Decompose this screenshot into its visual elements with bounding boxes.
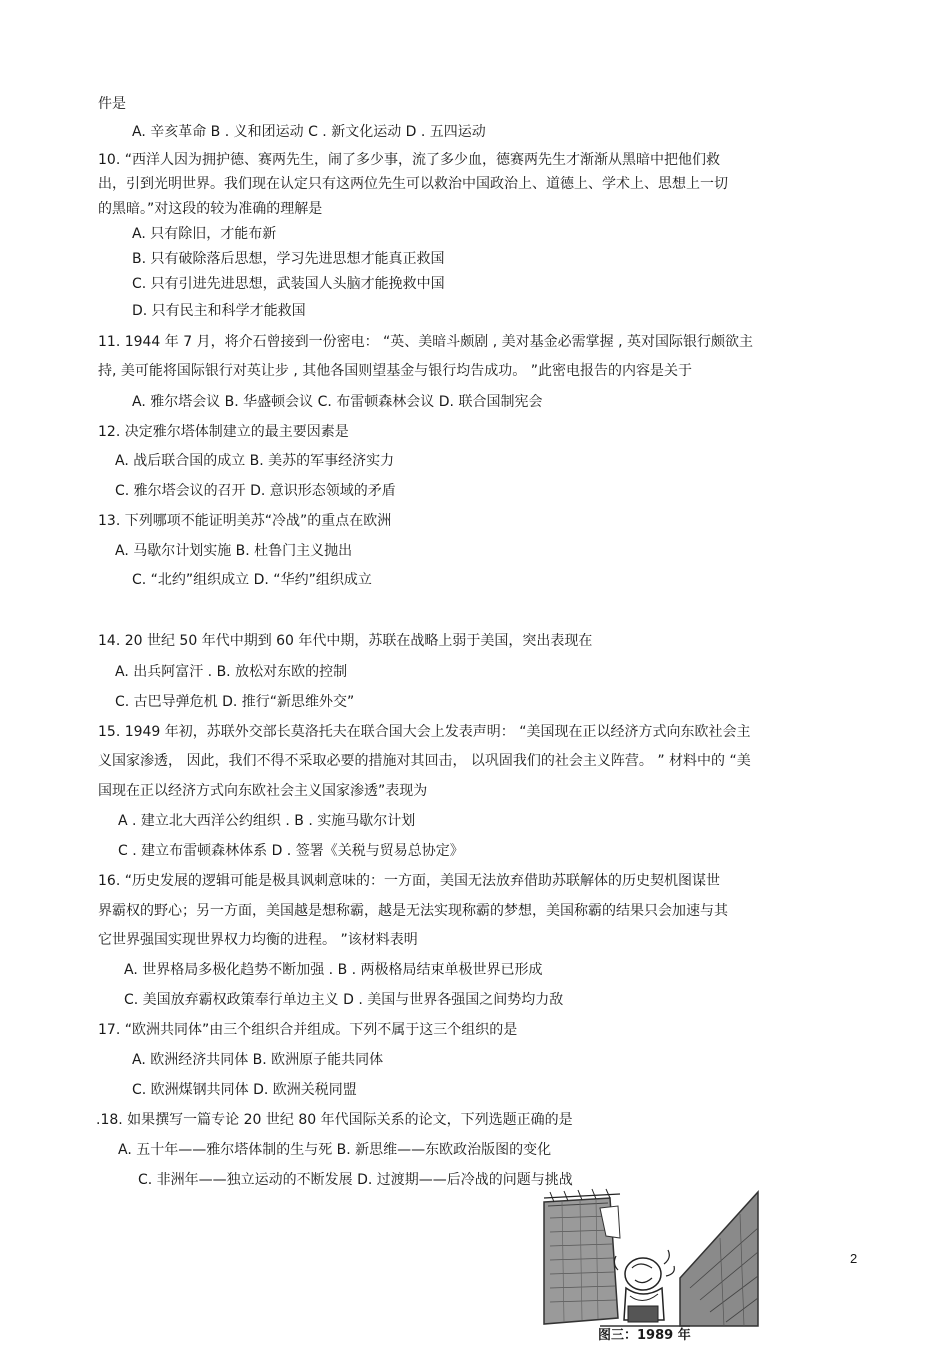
line-36: C. 非洲年——独立运动的不断发展 D. 过渡期——后冷战的问题与挑战 [138, 1172, 573, 1188]
line-28: 它世界强国实现世界权力均衡的进程。 ”该材料表明 [98, 932, 418, 948]
line-20: C. 古巴导弹危机 D. 推行“新思维外交” [115, 694, 355, 710]
line-6: B. 只有破除落后思想，学习先进思想才能真正救国 [132, 251, 445, 267]
line-29: A. 世界格局多极化趋势不断加强 . B . 两极格局结束单极世界已形成 [124, 962, 543, 978]
line-1: A. 辛亥革命 B . 义和团运动 C . 新文化运动 D . 五四运动 [132, 124, 486, 140]
line-9: 11. 1944 年 7 月，将介石曾接到一份密电： “英、美暗斗颇剧 , 美对基金必需掌握 , 英对国际银行颇欲主 [98, 334, 754, 350]
line-0: 件是 [98, 96, 126, 112]
line-27: 界霸权的野心；另一方面，美国越是想称霸，越是无法实现称霸的梦想，美国称霸的结果只会加速与其 [98, 903, 728, 919]
line-11: A. 雅尔塔会议 B. 华盛顿会议 C. 布雷顿森林会议 D. 联合国制宪会 [132, 394, 543, 410]
line-34: .18. 如果撰写一篇专论 20 世纪 80 年代国际关系的论文，下列选题正确的是 [96, 1112, 573, 1128]
line-14: C. 雅尔塔会议的召开 D. 意识形态领域的矛盾 [115, 483, 396, 499]
line-3: 出，引到光明世界。我们现在认定只有这两位先生可以救治中国政治上、道德上、学术上、思想上一切 [98, 176, 728, 192]
line-31: 17. “欧洲共同体”由三个组织合并组成。下列不属于这三个组织的是 [98, 1022, 518, 1038]
line-19: A. 出兵阿富汗 . B. 放松对东欧的控制 [115, 664, 348, 680]
line-15: 13. 下列哪项不能证明美苏“冷战”的重点在欧洲 [98, 513, 392, 529]
line-23: 国现在正以经济方式向东欧社会主义国家渗透”表现为 [98, 783, 428, 799]
line-4: 的黑暗。”对这段的较为准确的理解是 [98, 201, 323, 217]
line-8: D. 只有民主和科学才能救国 [132, 303, 306, 319]
line-2: 10. “西洋人因为拥护德、赛两先生，闹了多少事，流了多少血，德赛两先生才渐渐从黑暗中把他们救 [98, 152, 720, 168]
line-32: A. 欧洲经济共同体 B. 欧洲原子能共同体 [132, 1052, 384, 1068]
line-10: 持, 美可能将国际银行对英让步 , 其他各国则望基金与银行均告成功。 ”此密电报告的内容是关于 [98, 363, 692, 379]
line-26: 16. “历史发展的逻辑可能是极具讽刺意味的：一方面，美国无法放弃借助苏联解体的历史契机图谋世 [98, 873, 720, 889]
line-25: C . 建立布雷顿森林体系 D . 签署《关税与贸易总协定》 [118, 843, 464, 859]
line-24: A . 建立北大西洋公约组织 . B . 实施马歇尔计划 [118, 813, 416, 829]
line-18: 14. 20 世纪 50 年代中期到 60 年代中期，苏联在战略上弱于美国，突出表现在 [98, 633, 593, 649]
wall-cartoon-drawing [540, 1188, 762, 1346]
line-30: C. 美国放弃霸权政策奉行单边主义 D . 美国与世界各强国之间势均力敌 [124, 992, 564, 1008]
line-17: C. “北约”组织成立 D. “华约”组织成立 [132, 572, 372, 588]
line-12: 12. 决定雅尔塔体制建立的最主要因素是 [98, 424, 349, 440]
line-22: 义国家渗透， 因此，我们不得不采取必要的措施对其回击， 以巩固我们的社会主义阵营。 ” 材料中的 “美 [98, 753, 751, 769]
line-35: A. 五十年——雅尔塔体制的生与死 B. 新思维——东欧政治版图的变化 [118, 1142, 552, 1158]
cartoon-figure [540, 1188, 762, 1346]
line-5: A. 只有除旧，才能布新 [132, 226, 277, 242]
line-13: A. 战后联合国的成立 B. 美苏的军事经济实力 [115, 453, 395, 469]
line-16: A. 马歇尔计划实施 B. 杜鲁门主义抛出 [115, 543, 353, 559]
line-21: 15. 1949 年初，苏联外交部长莫洛托夫在联合国大会上发表声明： “美国现在正以经济方式向东欧社会主 [98, 724, 751, 740]
line-7: C. 只有引进先进思想，武装国人头脑才能挽救中国 [132, 276, 445, 292]
page-number: 2 [850, 1251, 858, 1266]
figure-caption: 图三：1989 年 [598, 1328, 691, 1343]
line-33: C. 欧洲煤钢共同体 D. 欧洲关税同盟 [132, 1082, 357, 1098]
